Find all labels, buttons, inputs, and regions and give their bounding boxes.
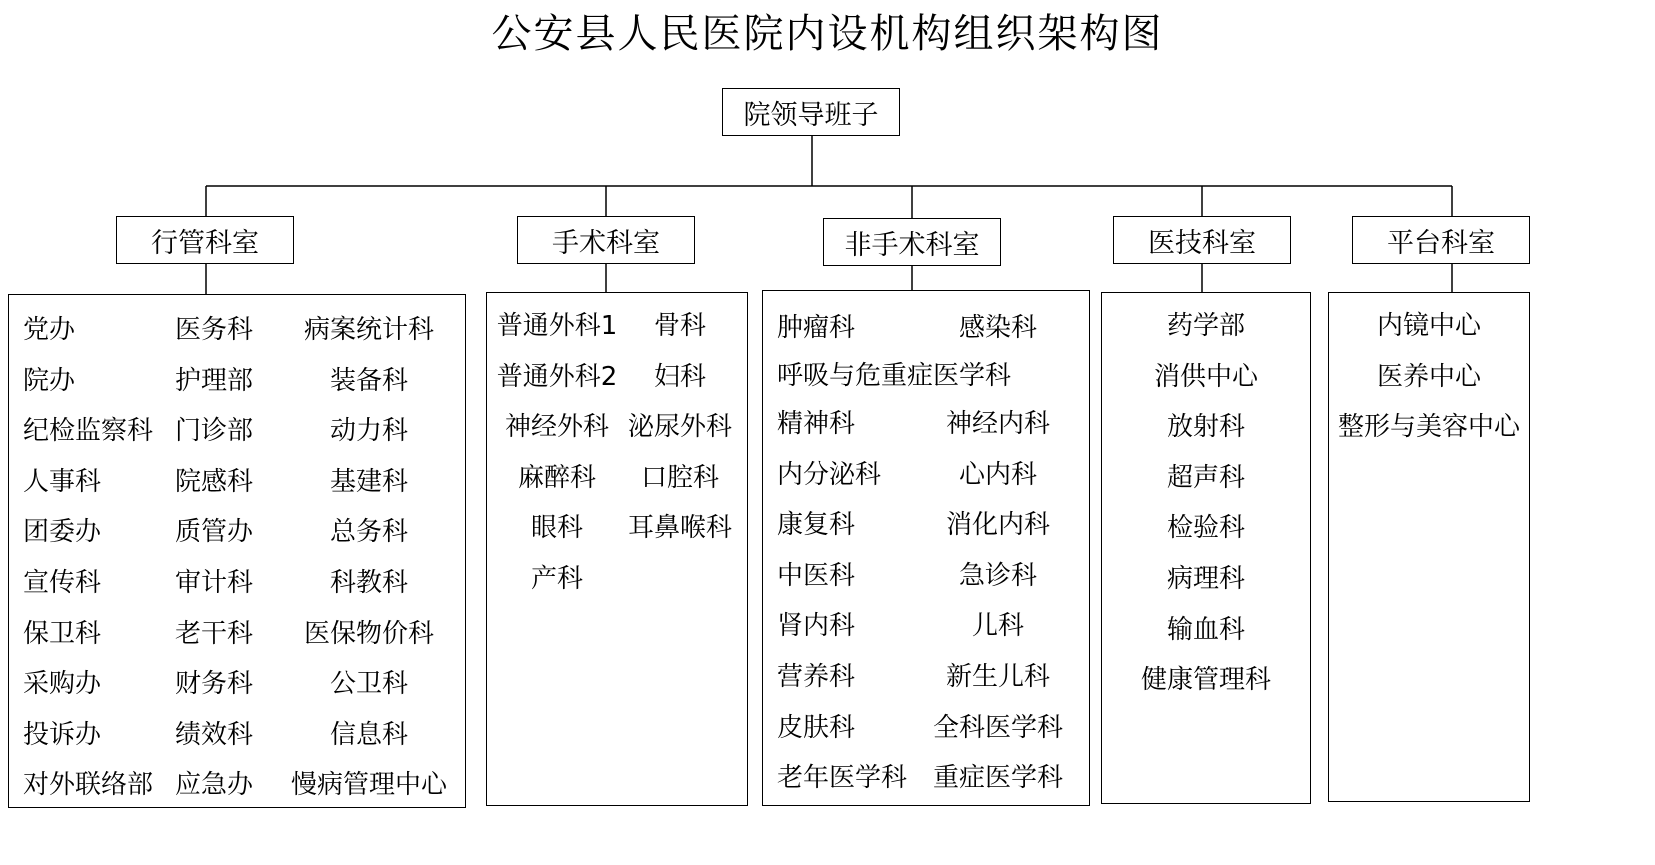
department-item: 内分泌科 — [777, 459, 882, 490]
department-item: 精神科 — [777, 409, 856, 439]
department-item: 科教科 — [329, 567, 408, 598]
category-nonsurgical-label: 非手术科室 — [844, 229, 980, 261]
platform-panel — [1328, 292, 1530, 802]
department-item: 投诉办 — [23, 719, 102, 750]
admin-panel — [8, 294, 466, 808]
department-item: 纪检监察科 — [23, 416, 154, 447]
department-item: 神经外科 — [504, 412, 609, 443]
department-item: 康复科 — [777, 510, 856, 541]
department-item: 门诊部 — [174, 416, 253, 447]
department-item: 医保物价科 — [303, 618, 434, 649]
department-item: 总务科 — [329, 517, 408, 548]
category-medtech-label: 医技科室 — [1148, 227, 1256, 259]
chart-title: 公安县人民医院内设机构组织架构图 — [491, 11, 1164, 57]
department-item: 院感科 — [174, 466, 253, 497]
department-item: 感染科 — [959, 313, 1038, 343]
surgical-panel — [486, 292, 748, 806]
department-item: 老年医学科 — [777, 763, 908, 794]
department-item: 急诊科 — [958, 560, 1037, 591]
department-item: 基建科 — [329, 466, 408, 497]
nonsurgical-column-1 — [777, 409, 907, 814]
department-item: 装备科 — [329, 365, 408, 396]
department-item: 慢病管理中心 — [290, 770, 447, 801]
department-item: 内镜中心 — [1376, 311, 1481, 341]
department-item: 动力科 — [329, 416, 408, 447]
department-item: 超声科 — [1166, 462, 1245, 493]
department-item: 人事科 — [23, 466, 102, 497]
category-admin-label: 行管科室 — [151, 227, 259, 259]
department-item: 耳鼻喉科 — [627, 513, 732, 544]
admin-column-3 — [289, 315, 449, 821]
department-item: 泌尿外科 — [627, 412, 732, 443]
department-item: 呼吸与危重症医学科 — [777, 361, 1012, 391]
department-item: 全科医学科 — [932, 712, 1063, 743]
surgical-column-2 — [619, 311, 741, 564]
department-item: 普通外科2 — [496, 361, 618, 392]
department-item: 质管办 — [174, 517, 253, 548]
department-item: 妇科 — [653, 361, 706, 392]
medtech-panel — [1101, 292, 1311, 804]
department-item: 皮肤科 — [777, 712, 856, 743]
category-medtech — [1113, 216, 1291, 264]
department-item: 审计科 — [174, 567, 253, 598]
department-item: 儿科 — [971, 611, 1024, 642]
department-item: 放射科 — [1166, 412, 1245, 443]
department-item: 护理部 — [174, 365, 253, 396]
department-item: 对外联络部 — [23, 770, 154, 801]
department-item: 检验科 — [1166, 513, 1245, 544]
surgical-column-1 — [493, 311, 621, 615]
category-admin — [116, 216, 294, 264]
department-item: 骨科 — [653, 311, 706, 341]
department-item: 财务科 — [174, 669, 253, 700]
department-item: 绩效科 — [174, 719, 253, 750]
nonsurgical-column-2 — [923, 409, 1073, 814]
department-item: 麻醉科 — [517, 462, 596, 493]
department-item: 公卫科 — [329, 669, 408, 700]
department-item: 病理科 — [1166, 563, 1245, 594]
department-item: 信息科 — [329, 719, 408, 750]
department-item: 药学部 — [1166, 311, 1245, 341]
department-item: 营养科 — [777, 661, 856, 692]
category-platform-label: 平台科室 — [1387, 227, 1495, 259]
department-item: 病案统计科 — [303, 315, 434, 345]
department-item: 团委办 — [23, 517, 102, 548]
department-item: 医养中心 — [1376, 361, 1481, 392]
department-item: 院办 — [23, 365, 76, 396]
department-item: 肾内科 — [777, 611, 856, 642]
category-surgical-label: 手术科室 — [552, 227, 660, 259]
category-platform — [1352, 216, 1530, 264]
department-item: 口腔科 — [640, 462, 719, 493]
department-item: 普通外科1 — [496, 311, 618, 341]
admin-column-2 — [173, 315, 255, 821]
department-item: 新生儿科 — [945, 661, 1050, 692]
department-item: 党办 — [23, 315, 76, 345]
medtech-column — [1102, 311, 1310, 716]
department-item: 医务科 — [174, 315, 253, 345]
department-item: 消供中心 — [1153, 361, 1258, 392]
department-item: 消化内科 — [945, 510, 1050, 541]
department-item: 心内科 — [958, 459, 1037, 490]
department-item: 应急办 — [174, 770, 253, 801]
department-item: 中医科 — [777, 560, 856, 591]
department-item: 宣传科 — [23, 567, 102, 598]
root-node — [722, 88, 900, 136]
root-label: 院领导班子 — [743, 99, 879, 131]
platform-column — [1329, 311, 1529, 463]
department-item: 肿瘤科 — [777, 313, 856, 343]
category-surgical — [517, 216, 695, 264]
department-item: 保卫科 — [23, 618, 102, 649]
department-item: 输血科 — [1166, 614, 1245, 645]
department-item: 整形与美容中心 — [1337, 412, 1520, 443]
admin-column-1 — [23, 315, 153, 821]
department-item: 健康管理科 — [1140, 665, 1271, 696]
department-item: 神经内科 — [945, 409, 1050, 439]
department-item: 采购办 — [23, 669, 102, 700]
nonsurgical-panel — [762, 290, 1090, 806]
department-item: 重症医学科 — [932, 763, 1063, 794]
department-item: 老干科 — [174, 618, 253, 649]
department-item: 眼科 — [530, 513, 583, 544]
department-item: 产科 — [530, 563, 583, 594]
category-nonsurgical — [823, 218, 1001, 266]
